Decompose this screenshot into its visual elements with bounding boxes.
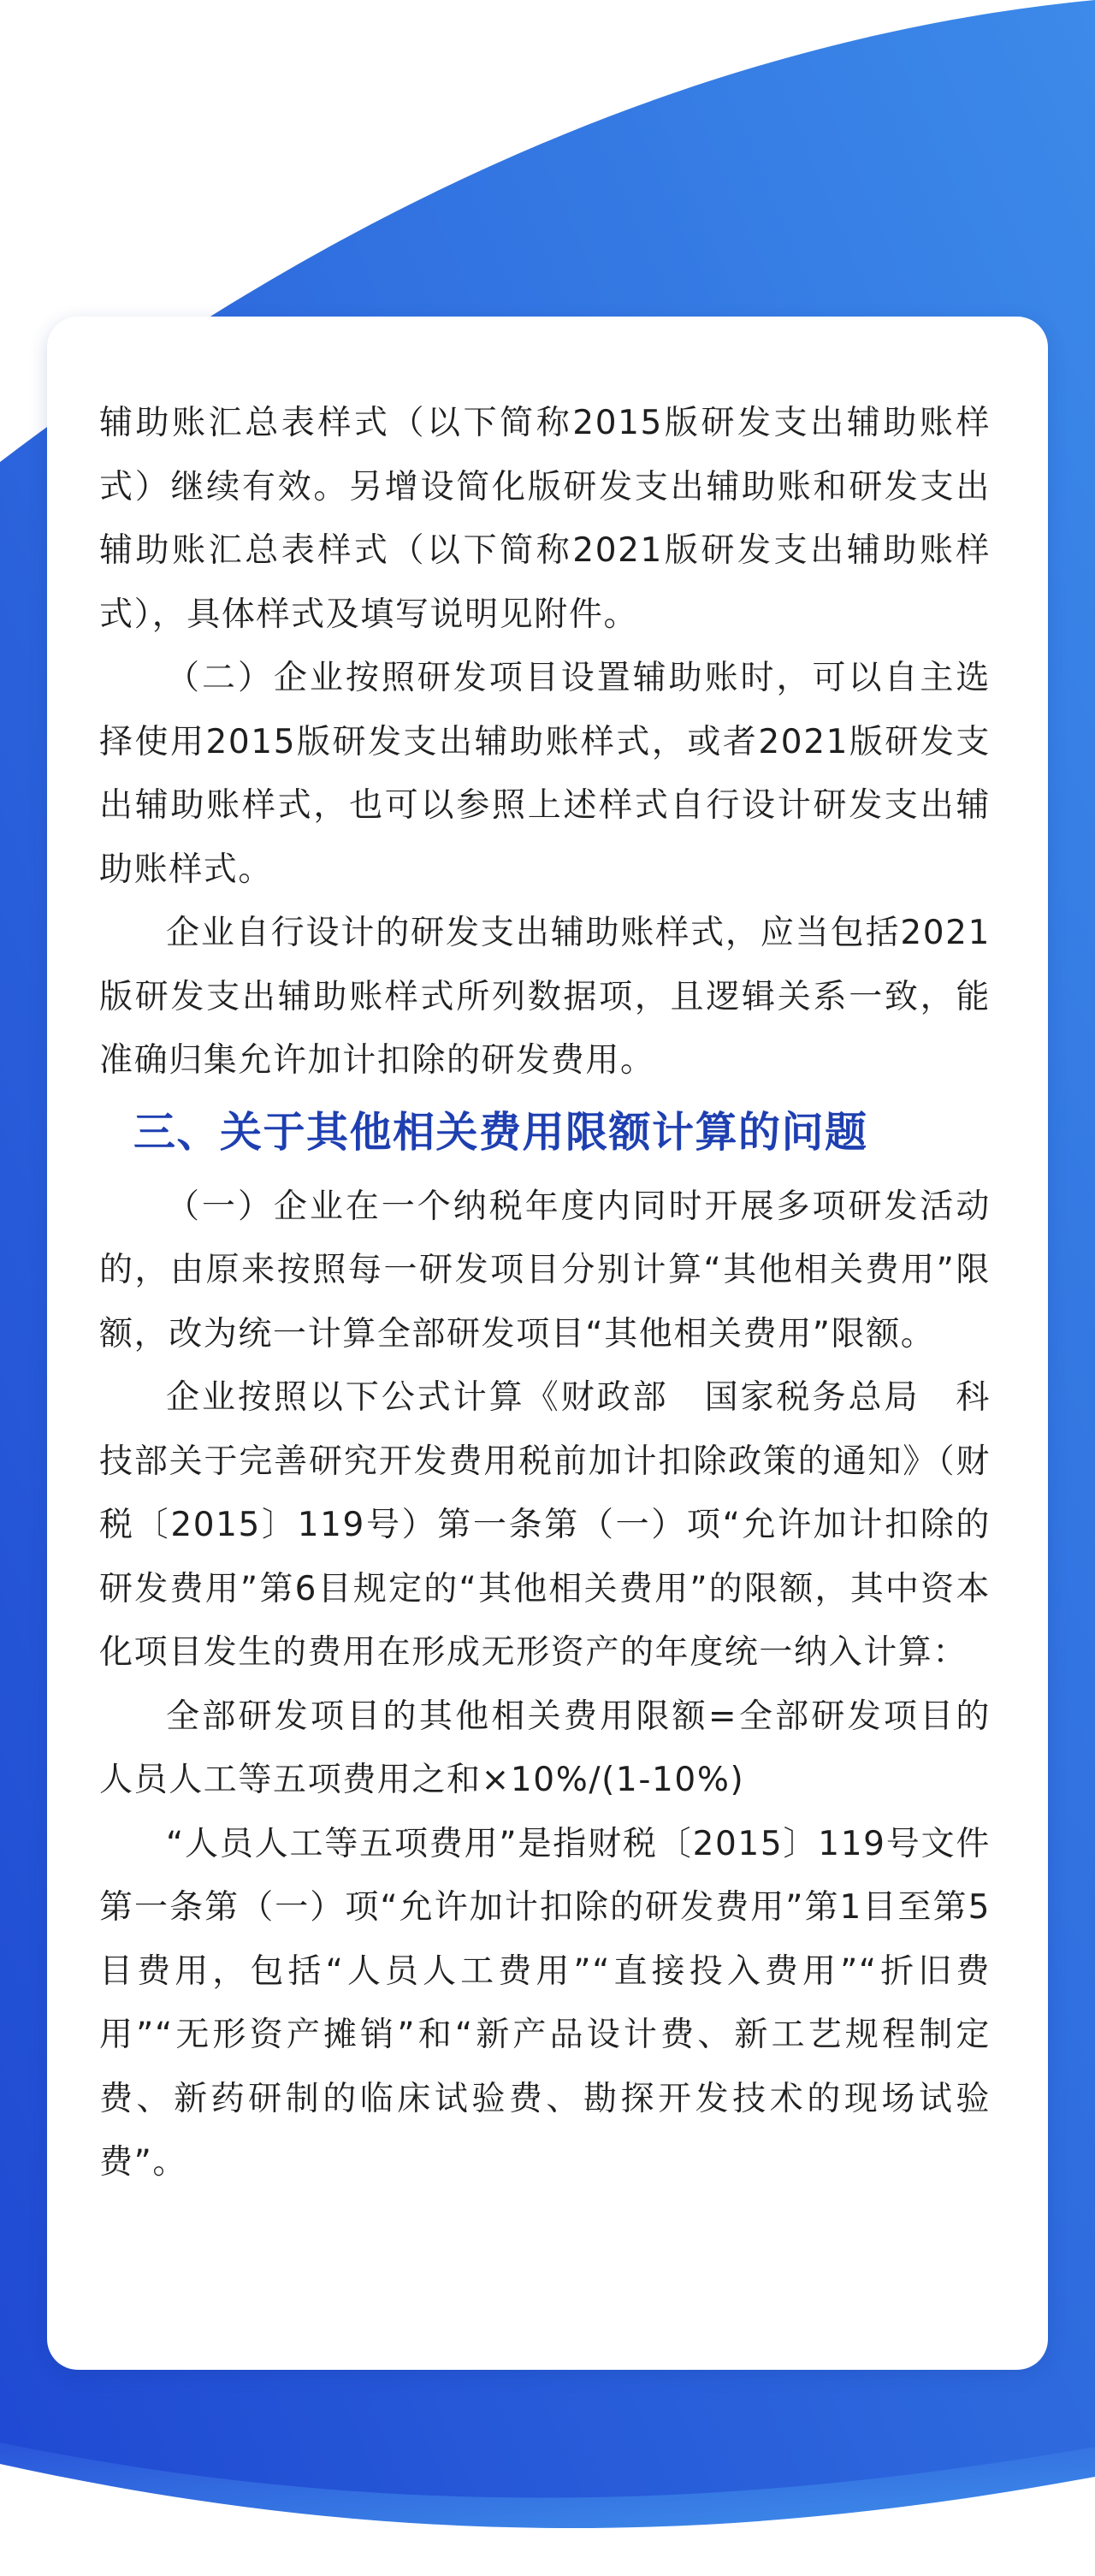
paragraph-formula: 全部研发项目的其他相关费用限额=全部研发项目的人员人工等五项费用之和×10%/(1-10%) [99, 1697, 991, 1799]
section-heading-three: 三、关于其他相关费用限额计算的问题 [133, 1107, 868, 1157]
content-card [47, 317, 1048, 2370]
paragraph-auxiliary-ledger-styles: 辅助账汇总表样式（以下简称2015版研发支出辅助账样式）继续有效。另增设简化版研发支出辅助账和研发支出辅助账汇总表样式（以下简称2021版研发支出辅助账样式），具体样式及填写说明见附件。 [99, 404, 991, 634]
paragraph-clause-two: （二）企业按照研发项目设置辅助账时，可以自主选择使用2015版研发支出辅助账样式，或者2021版研发支出辅助账样式，也可以参照上述样式自行设计研发支出辅助账样式。 [99, 659, 991, 889]
paragraph-self-designed-ledger: 企业自行设计的研发支出辅助账样式，应当包括2021版研发支出辅助账样式所列数据项，且逻辑关系一致，能准确归集允许加计扣除的研发费用。 [99, 914, 991, 1080]
paragraph-formula-intro: 企业按照以下公式计算《财政部 国家税务总局 科技部关于完善研究开发费用税前加计扣除政策的通知》（财税〔2015〕119号）第一条第（一）项“允许加计扣除的研发费用”第6目规定的“其他相关费用”的限额，其中资本化项目发生的费用在形成无形资产的年度统一纳入计算： [99, 1378, 991, 1672]
paragraph-five-expenses: “人员人工等五项费用”是指财税〔2015〕119号文件第一条第（一）项“允许加计扣除的研发费用”第1目至第5目费用，包括“人员人工费用”“直接投入费用”“折旧费用”“无形资产摊销”和“新产品设计费、新工艺规程制定费、新药研制的临床试验费、勘探开发技术的现场试验费”。 [99, 1824, 991, 2182]
paragraph-clause-one: （一）企业在一个纳税年度内同时开展多项研发活动的，由原来按照每一研发项目分别计算“其他相关费用”限额，改为统一计算全部研发项目“其他相关费用”限额。 [99, 1187, 991, 1353]
